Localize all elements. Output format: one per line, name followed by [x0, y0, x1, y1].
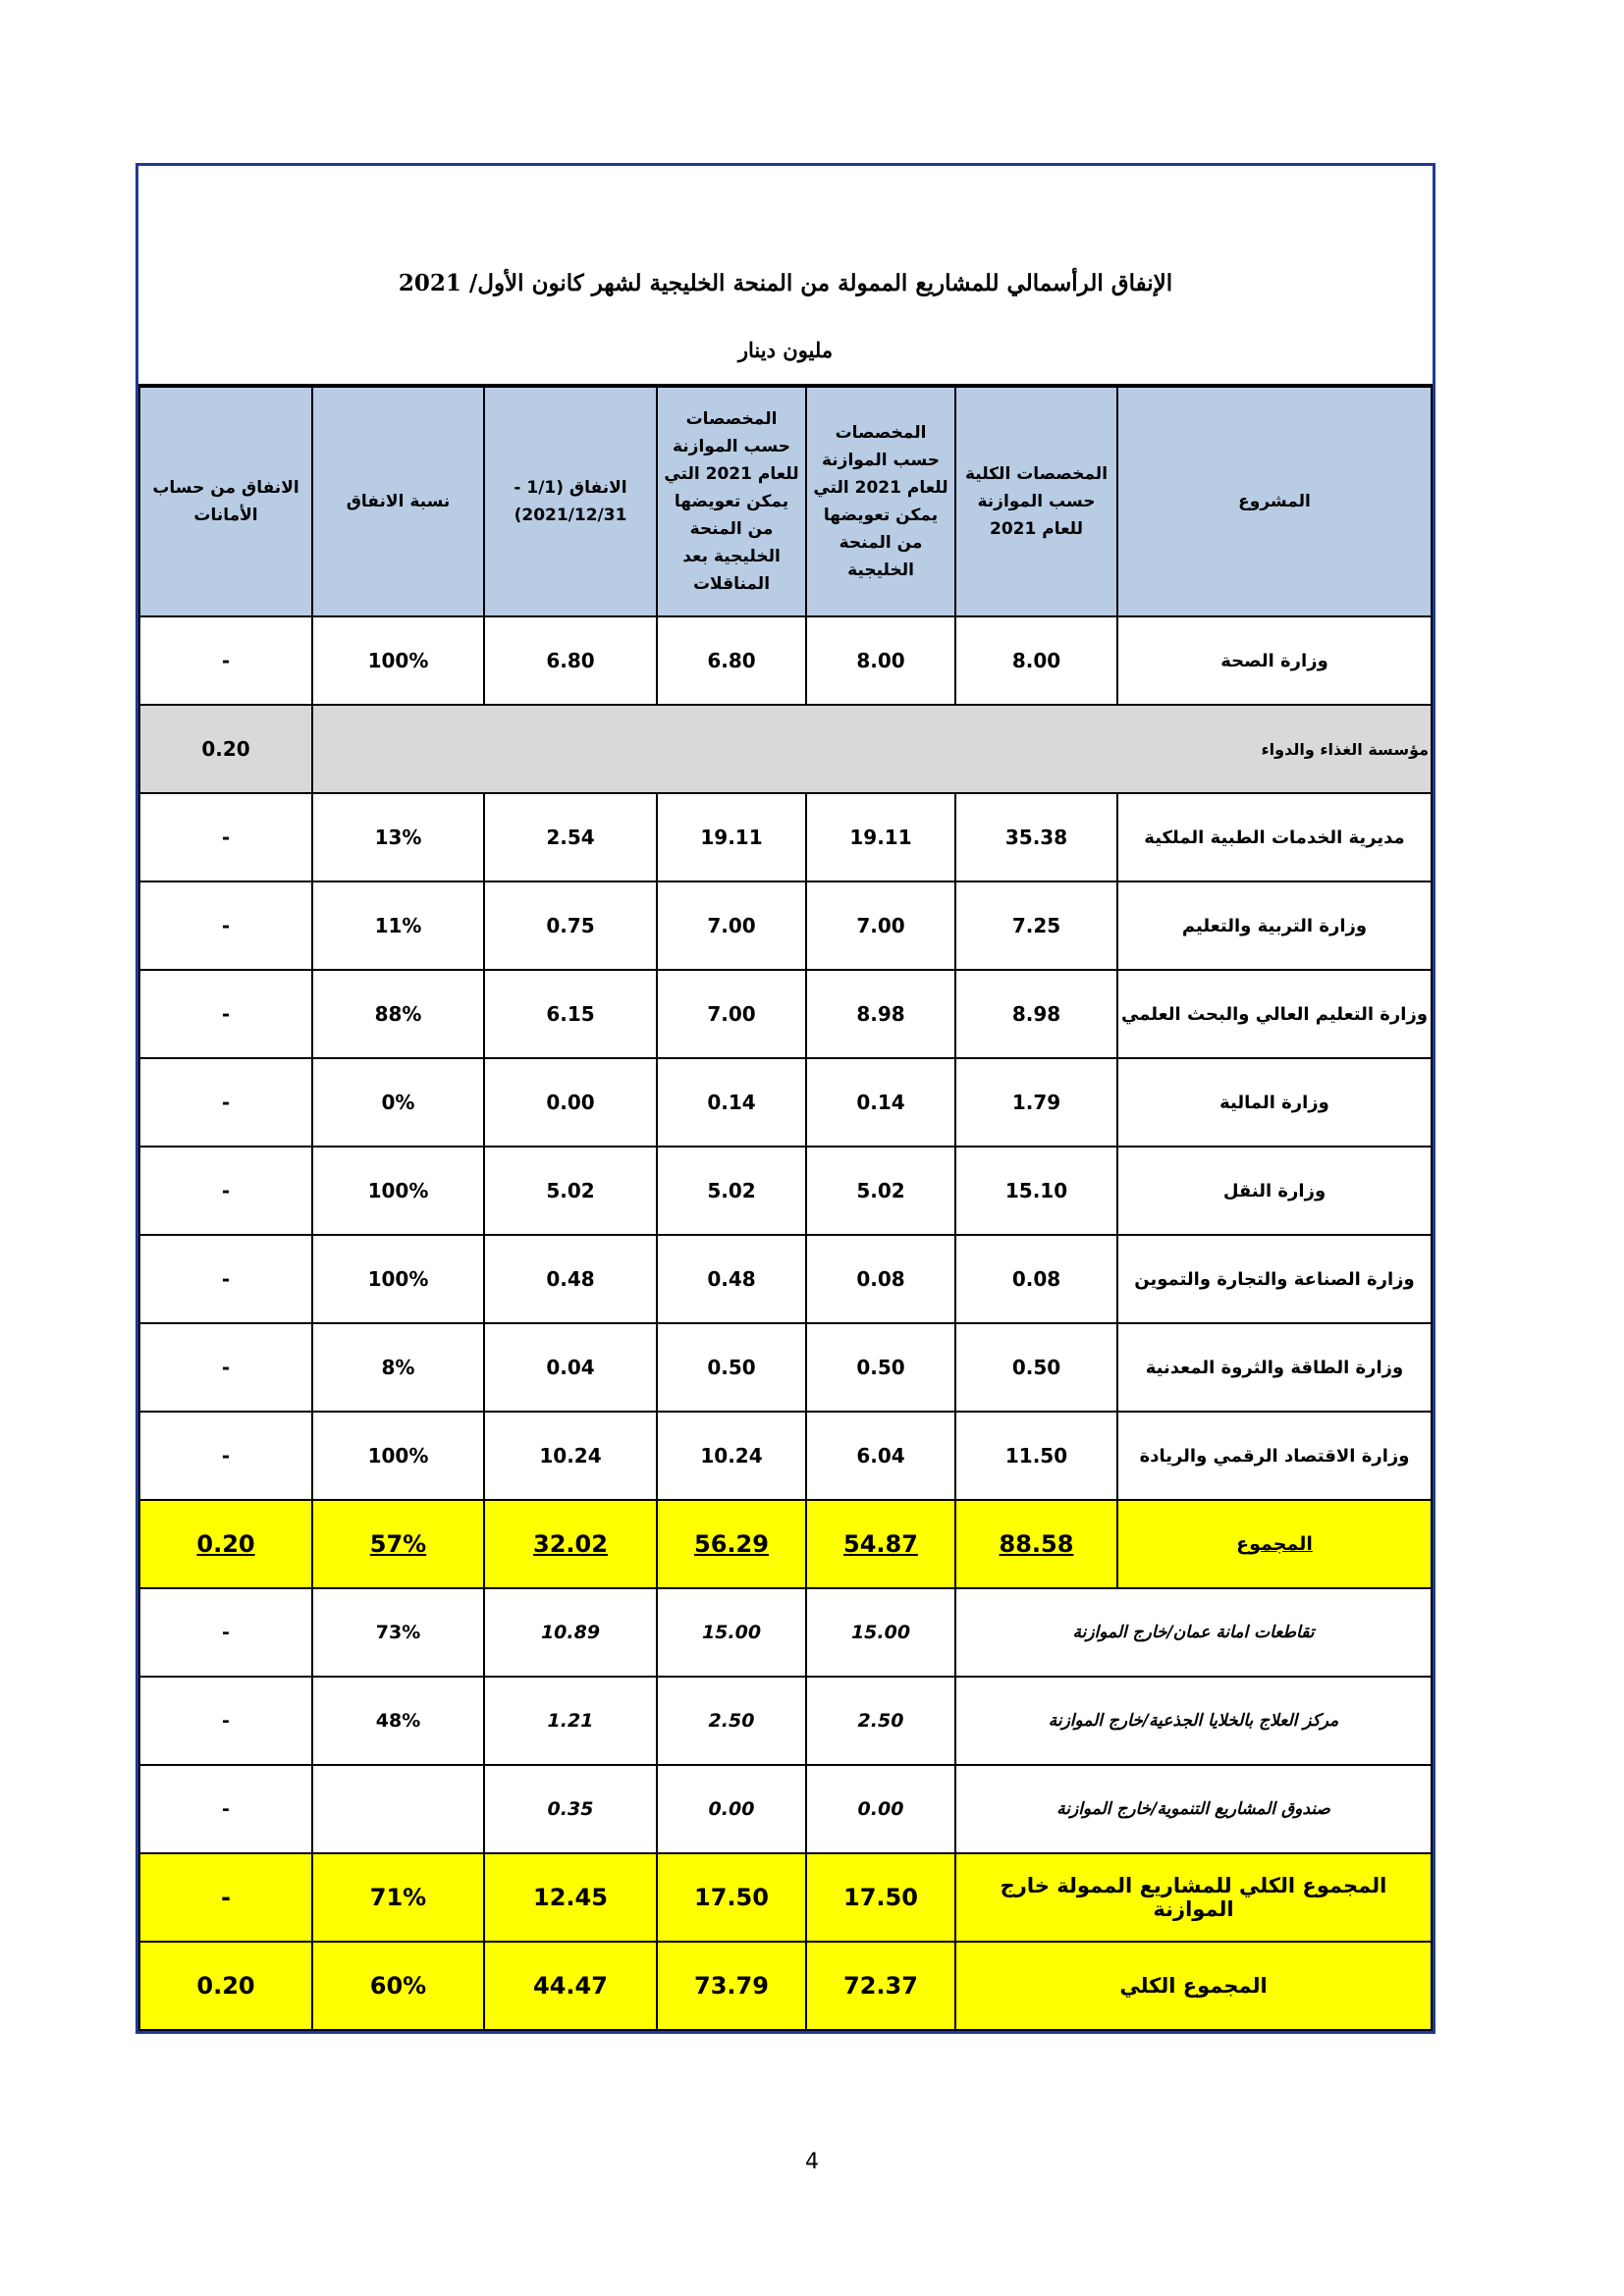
- project-cell: وزارة الصحة: [1117, 616, 1432, 705]
- header-alloc-2021: المخصصات حسب الموازنة للعام 2021 التي يمكن تعويضها من المنحة الخليجية: [806, 387, 955, 616]
- spend-cell: 6.80: [484, 616, 657, 705]
- project-cell: مؤسسة الغذاء والدواء: [312, 705, 1432, 793]
- alloc-cell: 7.00: [806, 881, 955, 970]
- header-total-alloc: المخصصات الكلية حسب الموازنة للعام 2021: [955, 387, 1117, 616]
- project-cell: صندوق المشاريع التنموية/خارج الموازنة: [955, 1765, 1432, 1853]
- after-cell: 19.11: [657, 793, 806, 881]
- project-cell: وزارة التربية والتعليم: [1117, 881, 1432, 970]
- project-cell: وزارة الصناعة والتجارة والتموين: [1117, 1235, 1432, 1323]
- after-cell: 0.14: [657, 1058, 806, 1147]
- after-cell: 2.50: [657, 1677, 806, 1765]
- trust-cell: -: [139, 881, 312, 970]
- table-row: [139, 1765, 1432, 1853]
- alloc-cell: 5.02: [806, 1147, 955, 1235]
- alloc-cell: 54.87: [806, 1500, 955, 1588]
- trust-cell: -: [139, 1235, 312, 1323]
- trust-cell: -: [139, 1677, 312, 1765]
- after-cell: 0.00: [657, 1765, 806, 1853]
- header-spending: الانفاق (1/1 - 2021/12/31): [484, 387, 657, 616]
- pct-cell: 0%: [312, 1058, 484, 1147]
- spend-cell: 10.89: [484, 1588, 657, 1677]
- pct-cell: 88%: [312, 970, 484, 1058]
- table-row: [139, 1147, 1432, 1235]
- alloc-cell: 8.00: [806, 616, 955, 705]
- project-cell: المجموع الكلي للمشاريع الممولة خارج الموازنة: [955, 1853, 1432, 1942]
- alloc-cell: 0.50: [806, 1323, 955, 1412]
- report-title: الإنفاق الرأسمالي للمشاريع الممولة من المنحة الخليجية لشهر كانون الأول/ 2021: [398, 270, 1173, 296]
- spend-cell: 0.04: [484, 1323, 657, 1412]
- pct-cell: 73%: [312, 1588, 484, 1677]
- alloc-cell: 72.37: [806, 1942, 955, 2030]
- alloc-cell: 15.00: [806, 1588, 955, 1677]
- spend-cell: 10.24: [484, 1412, 657, 1500]
- alloc-cell: 19.11: [806, 793, 955, 881]
- spend-cell: 1.21: [484, 1677, 657, 1765]
- alloc-cell: 17.50: [806, 1853, 955, 1942]
- unit-label: مليون دينار: [737, 338, 834, 362]
- total-cell: 35.38: [955, 793, 1117, 881]
- header-spending-pct: نسبة الانفاق: [312, 387, 484, 616]
- page-number: 4: [805, 2150, 819, 2174]
- after-cell: 10.24: [657, 1412, 806, 1500]
- pct-cell: 100%: [312, 1147, 484, 1235]
- pct-cell: 48%: [312, 1677, 484, 1765]
- table-row: [139, 970, 1432, 1058]
- pct-cell: 100%: [312, 1412, 484, 1500]
- trust-cell: -: [139, 1058, 312, 1147]
- spend-cell: 12.45: [484, 1853, 657, 1942]
- trust-cell: -: [139, 1765, 312, 1853]
- total-cell: 11.50: [955, 1412, 1117, 1500]
- table-row: [139, 1588, 1432, 1677]
- header-project: المشروع: [1117, 387, 1432, 616]
- trust-cell: 0.20: [139, 1942, 312, 2030]
- spend-cell: 0.75: [484, 881, 657, 970]
- trust-cell: -: [139, 1853, 312, 1942]
- spend-cell: 0.48: [484, 1235, 657, 1323]
- pct-cell: 100%: [312, 1235, 484, 1323]
- after-cell: 17.50: [657, 1853, 806, 1942]
- pct-cell: 13%: [312, 793, 484, 881]
- report-sheet: [135, 163, 1435, 2034]
- header-alloc-after-transfers: المخصصات حسب الموازنة للعام 2021 التي يمكن تعويضها من المنحة الخليجية بعد المناقلات: [657, 387, 806, 616]
- pct-cell: [312, 1765, 484, 1853]
- total-cell: 8.98: [955, 970, 1117, 1058]
- spend-cell: 5.02: [484, 1147, 657, 1235]
- after-cell: 7.00: [657, 881, 806, 970]
- total-cell: 7.25: [955, 881, 1117, 970]
- grand-total-row: [139, 1942, 1432, 2030]
- project-cell: مركز العلاج بالخلايا الجذعية/خارج الموازنة: [955, 1677, 1432, 1765]
- after-cell: 6.80: [657, 616, 806, 705]
- table-row: [139, 1677, 1432, 1765]
- table-row: [139, 1058, 1432, 1147]
- spend-cell: 44.47: [484, 1942, 657, 2030]
- project-cell: المجموع: [1117, 1500, 1432, 1588]
- after-cell: 56.29: [657, 1500, 806, 1588]
- alloc-cell: 8.98: [806, 970, 955, 1058]
- spend-cell: 6.15: [484, 970, 657, 1058]
- trust-cell: -: [139, 793, 312, 881]
- total-cell: 8.00: [955, 616, 1117, 705]
- trust-cell: -: [139, 1588, 312, 1677]
- spend-cell: 2.54: [484, 793, 657, 881]
- alloc-cell: 2.50: [806, 1677, 955, 1765]
- total-cell: 15.10: [955, 1147, 1117, 1235]
- header-trust-spending: الانفاق من حساب الأمانات: [139, 387, 312, 616]
- trust-cell: -: [139, 616, 312, 705]
- subtotal-row: [139, 1853, 1432, 1942]
- trust-cell: -: [139, 1412, 312, 1500]
- spending-table: [138, 386, 1433, 2031]
- total-cell: 0.08: [955, 1235, 1117, 1323]
- after-cell: 0.50: [657, 1323, 806, 1412]
- title-block: [138, 166, 1433, 386]
- spend-cell: 0.35: [484, 1765, 657, 1853]
- table-row: [139, 881, 1432, 970]
- after-cell: 7.00: [657, 970, 806, 1058]
- alloc-cell: 6.04: [806, 1412, 955, 1500]
- after-cell: 73.79: [657, 1942, 806, 2030]
- table-row: [139, 1323, 1432, 1412]
- alloc-cell: 0.00: [806, 1765, 955, 1853]
- trust-cell: 0.20: [139, 705, 312, 793]
- pct-cell: 11%: [312, 881, 484, 970]
- pct-cell: 100%: [312, 616, 484, 705]
- project-cell: وزارة التعليم العالي والبحث العلمي: [1117, 970, 1432, 1058]
- table-row: [139, 1412, 1432, 1500]
- subtotal-row: [139, 1500, 1432, 1588]
- spend-cell: 0.00: [484, 1058, 657, 1147]
- after-cell: 15.00: [657, 1588, 806, 1677]
- after-cell: 5.02: [657, 1147, 806, 1235]
- pct-cell: 60%: [312, 1942, 484, 2030]
- header-row: [139, 387, 1432, 616]
- after-cell: 0.48: [657, 1235, 806, 1323]
- project-cell: وزارة النقل: [1117, 1147, 1432, 1235]
- total-cell: 1.79: [955, 1058, 1117, 1147]
- project-cell: وزارة المالية: [1117, 1058, 1432, 1147]
- alloc-cell: 0.08: [806, 1235, 955, 1323]
- alloc-cell: 0.14: [806, 1058, 955, 1147]
- table-row: [139, 616, 1432, 705]
- pct-cell: 8%: [312, 1323, 484, 1412]
- total-cell: 0.50: [955, 1323, 1117, 1412]
- project-cell: وزارة الطاقة والثروة المعدنية: [1117, 1323, 1432, 1412]
- project-cell: مديرية الخدمات الطبية الملكية: [1117, 793, 1432, 881]
- project-cell: المجموع الكلي: [955, 1942, 1432, 2030]
- table-row: [139, 1235, 1432, 1323]
- trust-cell: -: [139, 1323, 312, 1412]
- table-row: [139, 793, 1432, 881]
- trust-cell: -: [139, 1147, 312, 1235]
- project-cell: وزارة الاقتصاد الرقمي والريادة: [1117, 1412, 1432, 1500]
- table-row: [139, 705, 1432, 793]
- trust-cell: 0.20: [139, 1500, 312, 1588]
- trust-cell: -: [139, 970, 312, 1058]
- project-cell: تقاطعات امانة عمان/خارج الموازنة: [955, 1588, 1432, 1677]
- total-cell: 88.58: [955, 1500, 1117, 1588]
- spend-cell: 32.02: [484, 1500, 657, 1588]
- pct-cell: 71%: [312, 1853, 484, 1942]
- pct-cell: 57%: [312, 1500, 484, 1588]
